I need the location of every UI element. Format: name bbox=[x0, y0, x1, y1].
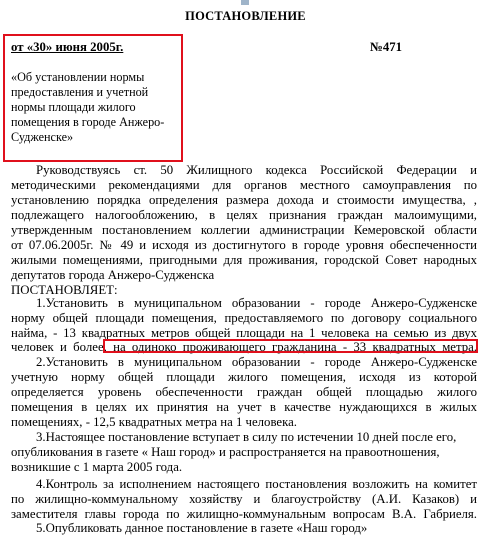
document-number: №471 bbox=[370, 40, 403, 54]
body-line-5: утвержденным постановлением коллегии администрации Кемеровской области bbox=[11, 223, 477, 237]
clause-3-line-2: опубликования в газете « Наш город» и распространяется на правоотношения, bbox=[11, 445, 440, 459]
resolution-heading: ПОСТАНОВЛЯЕТ: bbox=[11, 283, 118, 297]
clause-4-line-3: заместителя главы города по жилищно-коммунальным вопросам В.А. Габриеля. bbox=[11, 507, 477, 521]
document-title: ПОСТАНОВЛЕНИЕ bbox=[185, 9, 306, 23]
document-date: от «30» июня 2005г. bbox=[11, 40, 124, 54]
body-line-4: подлежащего налогообложению, в целях признания граждан малоимущими, bbox=[11, 208, 477, 222]
norm-highlight-box bbox=[103, 339, 478, 353]
page-top-marker bbox=[241, 0, 249, 5]
body-line-1: Руководствуясь ст. 50 Жилищного кодекса Российской Федерации и bbox=[36, 163, 477, 177]
clause-2-line-4: помещения в целях их принятия на учет в качестве нуждающихся в жилых bbox=[11, 400, 477, 414]
clause-1-line-3: найма, - 13 квадратных метров общей площади на 1 человека на семью из двух bbox=[11, 326, 477, 340]
body-line-8: депутатов города Анжеро-Судженска bbox=[11, 268, 215, 282]
clause-3-line-1: 3.Настоящее постановление вступает в силу по истечении 10 дней после его, bbox=[36, 430, 457, 444]
body-line-3: установлению порядка определения размера дохода и стоимости имущества, , bbox=[11, 193, 477, 207]
clause-5-line-1: 5.Опубликовать данное постановление в газете «Наш город» bbox=[36, 521, 368, 535]
clause-1-line-4: человек и более, на одиноко проживающего гражданина - 33 квадратных метра. bbox=[11, 340, 477, 354]
body-line-6: от 07.06.2005г. № 49 и исходя из достигнутого в городе уровня обеспеченности bbox=[11, 238, 477, 252]
document-subject: «Об установлении нормы предоставления и учетной нормы площади жилого помещения в городе Анжеро-Судженске» bbox=[11, 70, 165, 144]
clause-2-line-3: определяется уровень обеспеченности граждан общей площадью жилого bbox=[11, 385, 477, 399]
clause-4-line-1: 4.Контроль за исполнением настоящего постановления возложить на комитет bbox=[36, 477, 477, 491]
body-line-2: методическими рекомендациями для органов местного самоуправления по bbox=[11, 178, 477, 192]
body-line-7: жилыми помещениями, пригодными для проживания, городской Совет народных bbox=[11, 253, 477, 267]
clause-3-line-3: возникшие с 1 марта 2005 года. bbox=[11, 460, 183, 474]
clause-1-line-1: 1.Установить в муниципальном образовании - городе Анжеро-Судженске bbox=[36, 296, 477, 310]
clause-2-line-1: 2.Установить в муниципальном образовании - городе Анжеро-Судженске bbox=[36, 355, 477, 369]
clause-2-line-5: помещениях, - 12,5 квадратных метра на 1 человека. bbox=[11, 415, 297, 429]
clause-1-line-2: норму общей площади помещения, предоставляемого по договору социального bbox=[11, 311, 477, 325]
clause-2-line-2: учетную норму общей площади жилого помещения, исходя из которой bbox=[11, 370, 477, 384]
clause-4-line-2: по жилищно-коммунальному хозяйству и благоустройству (А.И. Казаков) и bbox=[11, 492, 477, 506]
